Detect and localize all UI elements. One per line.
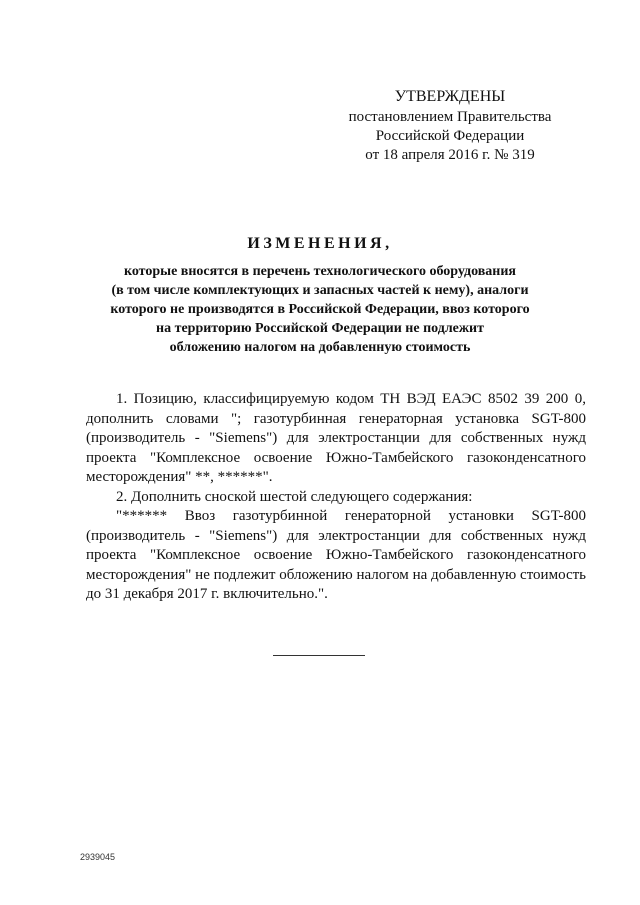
body-paragraph-1: 1. Позицию, классифицируемую кодом ТН ВЭД ЕАЭС 8502 39 200 0, дополнить словами "; газотурбинная генераторная установка SGT-800 (производитель - "Siemens") для электростанции для собственных нужд проекта "Комплексное освоение Южно-Тамбейского газоконденсатного месторождения" **, ******". [86,391,586,485]
subtitle-line: которого не производятся в Российской Федерации, ввоз которого [110,302,530,317]
approval-stamp: УТВЕРЖДЕНЫ [394,88,506,105]
end-separator-line [273,655,365,656]
subtitle-line: которые вносятся в перечень технологического оборудования [123,264,517,279]
body-paragraph-3: "****** Ввоз газотурбинной генераторной установки SGT-800 (производитель - "Siemens") для электростанции для собственных нужд проекта "Комплексное освоение Южно-Тамбейского газоконденсатного месторождения" не подлежит обложению налогом на добавленную стоимость до 31 декабря 2017 г. включительно.". [86,508,586,602]
approval-block [330,87,570,165]
subtitle-line: на территорию Российской Федерации не подлежит [156,321,484,336]
document-heading [70,235,570,357]
body-paragraph-2: 2. Дополнить сноской шестой следующего содержания: [116,488,473,505]
document-body [86,390,586,605]
document-title: ИЗМЕНЕНИЯ, [247,235,393,252]
approval-line-1: постановлением Правительства [348,109,552,125]
approval-line-3: от 18 апреля 2016 г. № 319 [365,147,535,163]
document-code: 2939045 [80,852,116,862]
subtitle-line: (в том числе комплектующих и запасных частей к нему), аналоги [111,283,529,298]
approval-line-2: Российской Федерации [375,128,525,144]
document-subtitle [70,262,570,357]
subtitle-line: обложению налогом на добавленную стоимость [169,340,471,355]
